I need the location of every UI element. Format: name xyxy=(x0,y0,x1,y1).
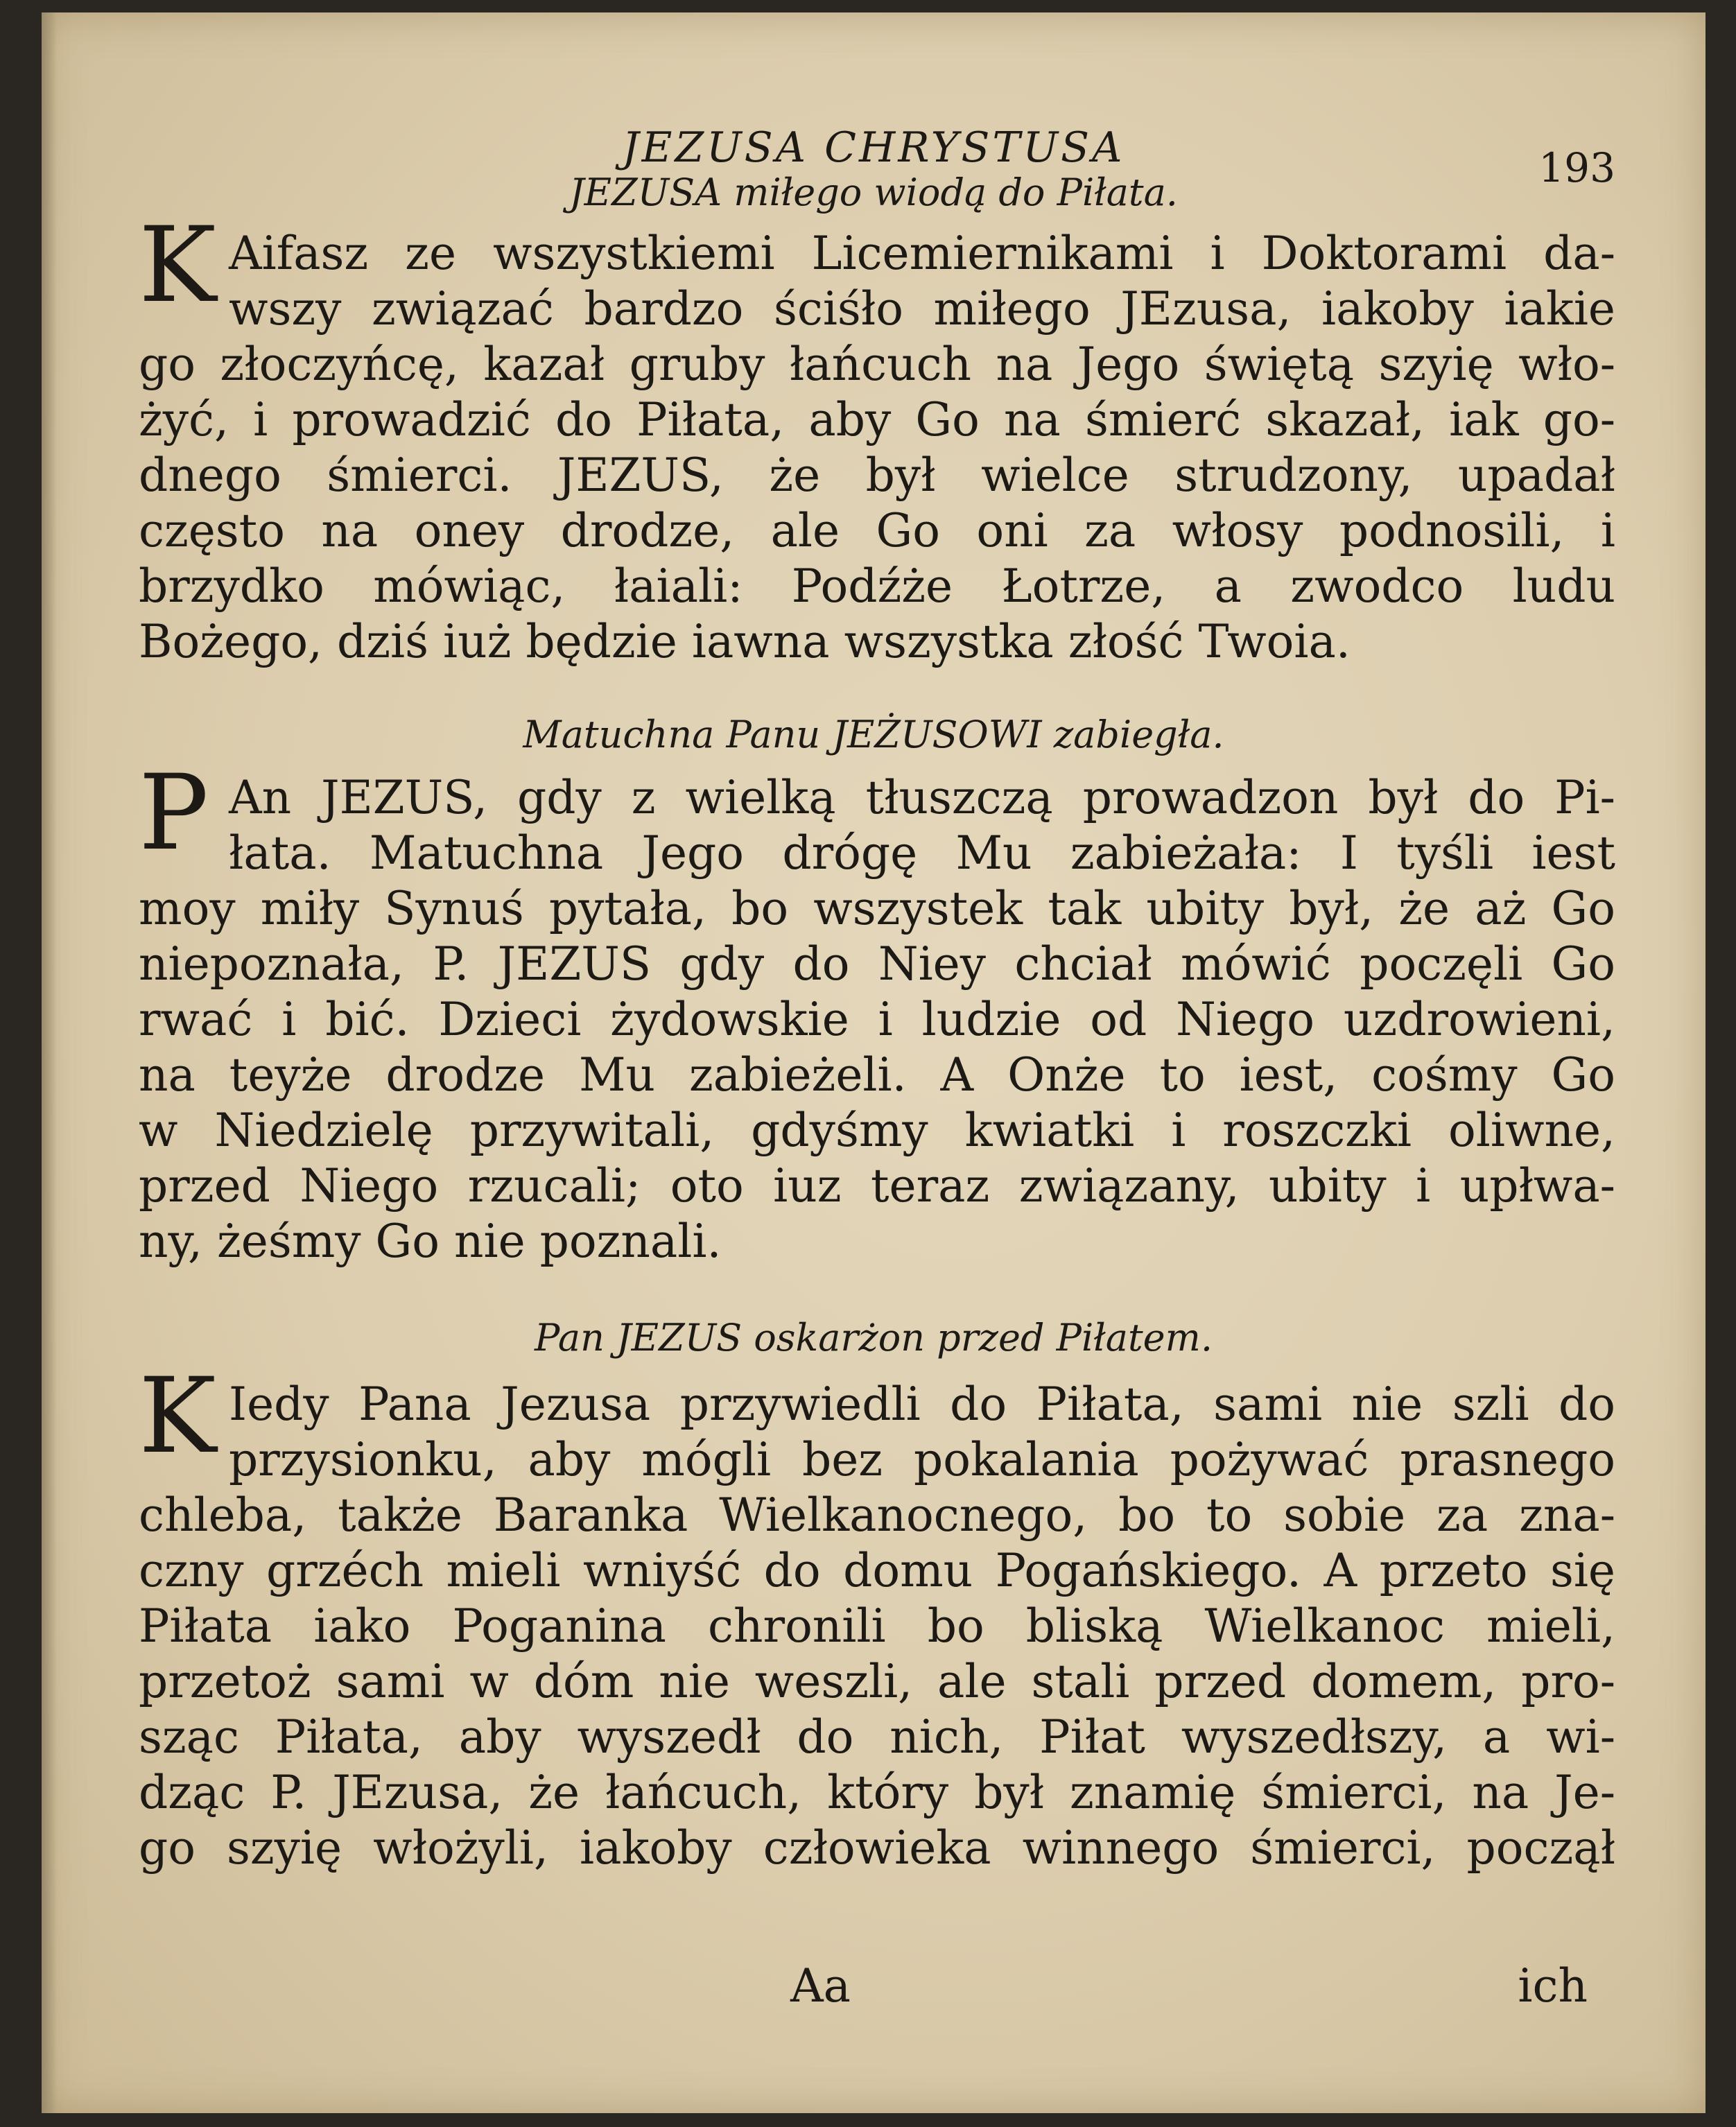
text-line: przysionku, aby mógli bez pokalania pożywać prasnego xyxy=(229,1433,1615,1486)
text-line: żyć, i prowadzić do Piłata, aby Go na śmierć skazał, iak go- xyxy=(139,393,1615,446)
drop-initial: P xyxy=(139,753,209,874)
page-gutter xyxy=(42,12,57,2113)
text-line: łata. Matuchna Jego drógę Mu zabieżała: I tyśli iest xyxy=(229,826,1615,880)
drop-initial: K xyxy=(139,205,217,326)
text-line: brzydko mówiąc, łaiali: Podźże Łotrze, a zwodco ludu xyxy=(139,559,1615,613)
running-head: JEZUSA CHRYSTUSA xyxy=(622,123,1125,172)
text-line: przetoż sami w dóm nie weszli, ale stali przed domem, pro- xyxy=(139,1655,1615,1708)
text-line: An JEZUS, gdy z wielką tłuszczą prowadzon był do Pi- xyxy=(229,771,1615,824)
signature-mark: Aa xyxy=(790,1959,851,2013)
text-line: wszy związać bardzo ściśło miłego JEzusa, iakoby iakie xyxy=(229,282,1615,336)
text-line: moy miły Synuś pytała, bo wszystek tak ubity był, że aż Go xyxy=(139,882,1615,935)
text-line: Iedy Pana Jezusa przywiedli do Piłata, sami nie szli do xyxy=(229,1378,1615,1431)
text-line: na teyże drodze Mu zabieżeli. A Onże to iest, cośmy Go xyxy=(139,1048,1615,1102)
text-line: Piłata iako Poganina chronili bo bliską Wielkanoc mieli, xyxy=(139,1599,1615,1653)
catchword: ich xyxy=(1518,1959,1588,2013)
text-line: Aifasz ze wszystkiemi Licemiernikami i Doktorami da- xyxy=(229,227,1615,280)
text-line: rwać i bić. Dzieci żydowskie i ludzie od Niego uzdrowieni, xyxy=(139,993,1615,1046)
text-line: czny grzéch mieli wniyść do domu Pogańskiego. A przeto się xyxy=(139,1544,1615,1597)
text-line: w Niedzielę przywitali, gdyśmy kwiatki i roszczki oliwne, xyxy=(139,1104,1615,1157)
text-line: sząc Piłata, aby wyszedł do nich, Piłat wyszedłszy, a wi- xyxy=(139,1710,1615,1764)
text-line: dnego śmierci. JEZUS, że był wielce strudzony, upadał xyxy=(139,449,1615,502)
book-page xyxy=(42,12,1705,2113)
text-line: go złoczyńcę, kazał gruby łańcuch na Jego świętą szyię wło- xyxy=(139,338,1615,391)
section-heading: Matuchna Panu JEŻUSOWI zabiegła. xyxy=(523,713,1224,756)
text-line: często na oney drodze, ale Go oni za włosy podnosili, i xyxy=(139,504,1615,557)
drop-initial: K xyxy=(139,1356,217,1477)
section-heading: Pan JEZUS oskarżon przed Piłatem. xyxy=(534,1316,1213,1360)
text-line: ny, żeśmy Go nie poznali. xyxy=(139,1215,722,1268)
text-line: chleba, także Baranka Wielkanocnego, bo to sobie za zna- xyxy=(139,1488,1615,1542)
text-line: Bożego, dziś iuż będzie iawna wszystka złość Twoia. xyxy=(139,615,1351,668)
text-line: niepoznała, P. JEZUS gdy do Niey chciał mówić poczęli Go xyxy=(139,937,1615,991)
page-number: 193 xyxy=(1538,144,1615,191)
text-line: przed Niego rzucali; oto iuz teraz związany, ubity i upłwa- xyxy=(139,1159,1615,1213)
section-heading: JEZUSA miłego wiodą do Piłata. xyxy=(569,171,1178,214)
text-line: go szyię włożyli, iakoby człowieka winnego śmierci, począł xyxy=(139,1821,1615,1875)
text-line: dząc P. JEzusa, że łańcuch, który był znamię śmierci, na Je- xyxy=(139,1766,1615,1819)
